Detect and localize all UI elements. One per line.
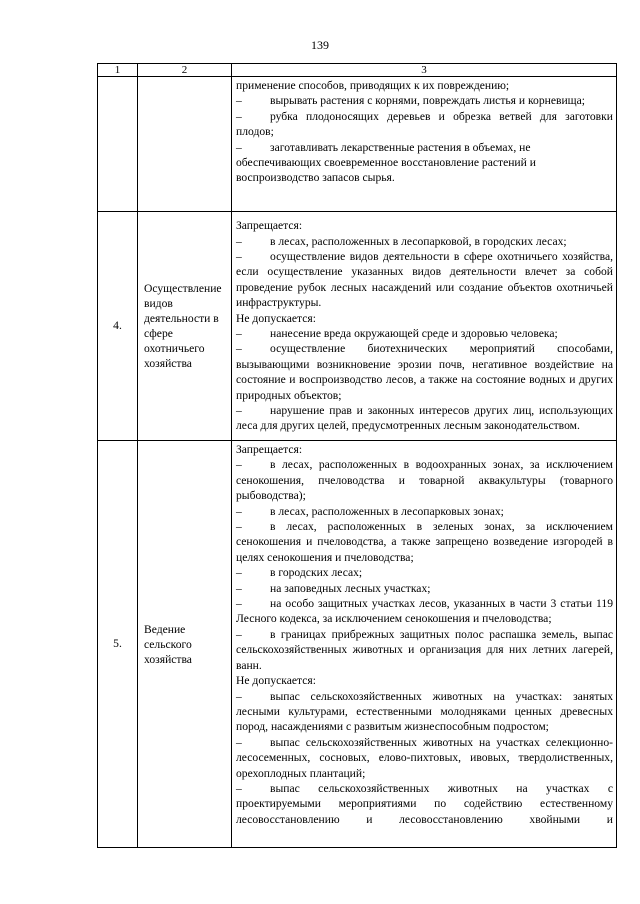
header-col-2: 2 xyxy=(138,64,232,77)
table-row-continuation xyxy=(98,77,617,212)
restriction-line: – в лесах, расположенных в водоохранных зонах, за исключением сенокошения, пчеловодства и товарной аквакультуры (товарного рыбоводства); xyxy=(236,458,613,503)
bullet-dash: – xyxy=(236,94,242,108)
restriction-line: – рубка плодоносящих деревьев и обрезка ветвей для заготовки плодов; xyxy=(236,109,613,139)
header-col-1: 1 xyxy=(98,64,138,77)
bullet-dash: – xyxy=(236,140,242,154)
table-row-4 xyxy=(98,212,617,441)
restrictions-cell xyxy=(232,77,617,212)
bullet-dash: – xyxy=(236,342,242,356)
section-heading: Запрещается: xyxy=(236,443,303,456)
bullet-dash: – xyxy=(236,234,242,248)
restriction-line: – осуществление биотехнических мероприятий способами, вызывающими возникновение эрозии почв, негативное воздействие на состояние и воспроизводство лесов, а также на состояние водных и других природных объектов; xyxy=(236,342,613,402)
activity-name-cell xyxy=(138,77,232,212)
restriction-line: применение способов, приводящих к их повреждению; xyxy=(236,79,510,92)
restriction-line: – заготавливать лекарственные растения в объемах, не обеспечивающих своевременное восстановление растений и воспроизводство запасов сырья. xyxy=(236,140,536,185)
bullet-dash: – xyxy=(236,504,242,518)
header-col-3: 3 xyxy=(232,64,617,77)
row-number-cell xyxy=(98,77,138,212)
restriction-line: – на заповедных лесных участках; xyxy=(236,581,431,595)
bullet-dash: – xyxy=(236,327,242,340)
restriction-line: – в границах прибрежных защитных полос распашка земель, выпас сельскохозяйственных животных и организация для них летних лагерей, ванн. xyxy=(236,627,613,672)
table-header-row xyxy=(98,64,617,77)
section-heading: Запрещается: xyxy=(236,219,303,233)
row-number: 5. xyxy=(98,441,138,848)
restriction-line: – выпас сельскохозяйственных животных на участках с проектируемыми мероприятиями по содействию естественному лесовосстановлению и лесовосстановлению хвойными и xyxy=(236,781,613,826)
bullet-dash: – xyxy=(236,581,242,595)
restrictions-cell xyxy=(232,212,617,441)
restriction-line: – вырывать растения с корнями, повреждать листья и корневища; xyxy=(236,94,585,108)
table-row-5 xyxy=(98,441,617,848)
bullet-dash: – xyxy=(236,404,242,418)
bullet-dash: – xyxy=(236,597,242,611)
restriction-line: – нанесение вреда окружающей среде и здоровью человека; xyxy=(236,327,558,340)
restriction-line: – в лесах, расположенных в лесопарковых зонах; xyxy=(236,504,504,518)
bullet-dash: – xyxy=(236,458,242,472)
activity-name: Ведение сельского хозяйства xyxy=(138,441,232,848)
regulations-table xyxy=(97,63,617,848)
bullet-dash: – xyxy=(236,520,242,534)
bullet-dash: – xyxy=(236,689,242,703)
restriction-line: – осуществление видов деятельности в сфере охотничьего хозяйства, если осуществление указанных видов деятельности влечет за собой проведение рубок лесных насаждений или создание объектов охотничьей инфраструктуры. xyxy=(236,249,613,310)
bullet-dash: – xyxy=(236,781,242,795)
bullet-dash: – xyxy=(236,627,242,641)
page-number: 139 xyxy=(311,38,329,52)
bullet-dash: – xyxy=(236,566,242,580)
restriction-line: – нарушение прав и законных интересов других лиц, использующих леса для других целей, предусмотренных лесным законодательством. xyxy=(236,404,613,433)
restriction-line: – в лесах, расположенных в лесопарковой, в городских лесах; xyxy=(236,234,567,248)
section-heading: Не допускается: xyxy=(236,311,316,325)
restriction-line: – выпас сельскохозяйственных животных на участках селекционно-лесосеменных, сосновых, елово-пихтовых, ивовых, твердолиственных, орехоплодных плантаций; xyxy=(236,735,613,780)
restrictions-cell xyxy=(232,441,617,848)
bullet-dash: – xyxy=(236,735,242,749)
restriction-line: – на особо защитных участках лесов, указанных в части 3 статьи 119 Лесного кодекса, за исключением сенокошения и пчеловодства; xyxy=(236,597,613,626)
restriction-line: – в лесах, расположенных в зеленых зонах, за исключением сенокошения и пчеловодства, а также запрещено возведение изгородей в целях сенокошения и пчеловодства; xyxy=(236,520,613,564)
section-heading: Не допускается: xyxy=(236,674,316,688)
activity-name: Осуществление видов деятельности в сфере охотничьего хозяйства xyxy=(138,212,232,441)
bullet-dash: – xyxy=(236,109,242,123)
bullet-dash: – xyxy=(236,249,242,263)
restriction-line: – в городских лесах; xyxy=(236,566,363,580)
restriction-line: – выпас сельскохозяйственных животных на участках: занятых лесными культурами, естественными молодняками ценных древесных пород, насаждениями с развитым жизнеспособным подростом; xyxy=(236,689,613,734)
row-number: 4. xyxy=(98,212,138,441)
